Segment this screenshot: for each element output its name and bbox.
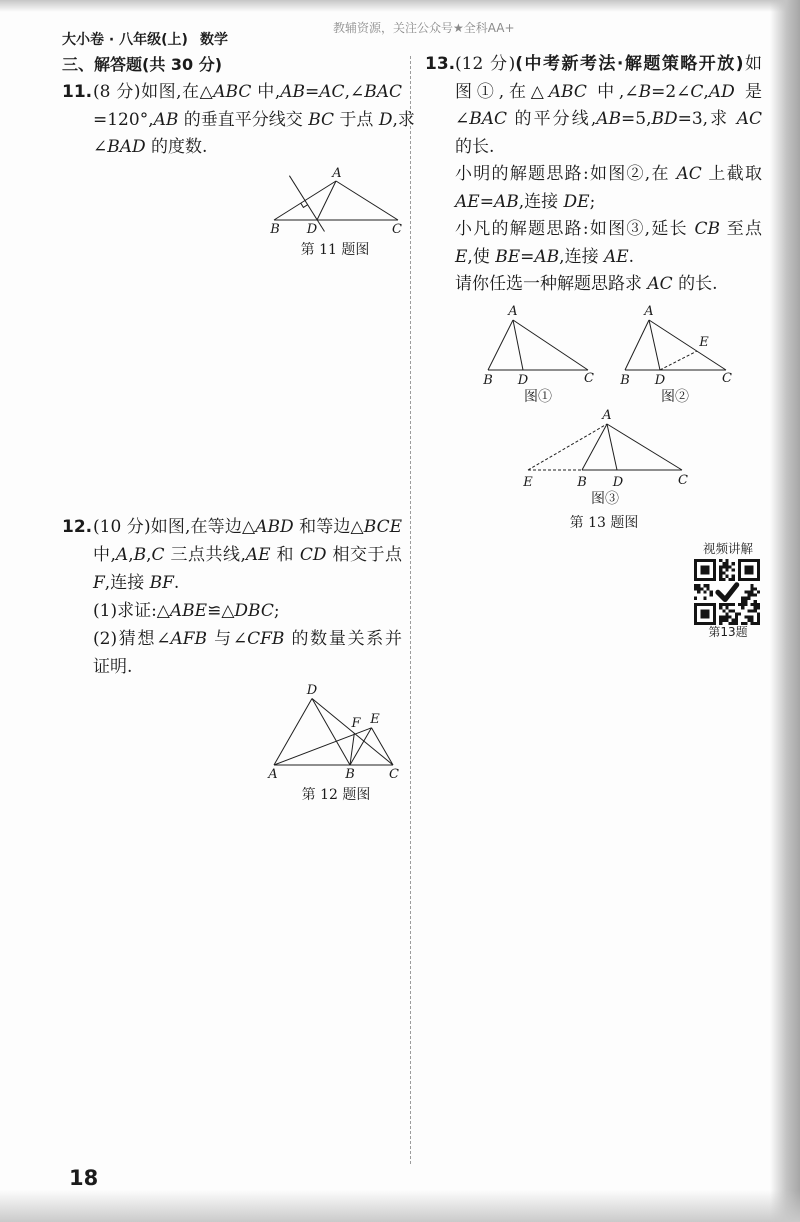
segment-be (350, 728, 372, 765)
question-line: 的长. (455, 136, 495, 157)
label-c: C (392, 222, 402, 237)
label-a: A (644, 304, 654, 319)
scan-shadow-top (0, 0, 800, 12)
label-c: C (722, 371, 732, 386)
segment-ac (649, 320, 726, 370)
figure-caption: 第 12 题图 (301, 787, 371, 803)
label-d: D (612, 475, 624, 490)
segment-ae (274, 728, 372, 765)
question-line: F,连接 BF. (93, 573, 180, 593)
label-a: A (508, 304, 518, 319)
label-c: C (389, 767, 399, 782)
question-line: (1)求证:△ABE≌△DBC; (93, 601, 280, 621)
question-score: (12 分) (455, 54, 516, 74)
figure-caption: 第 11 题图 (300, 242, 370, 258)
figure-caption: 图① (524, 389, 552, 405)
label-c: C (678, 473, 688, 488)
segment-bf (350, 733, 354, 765)
question-line: E,使 BE=AB,连接 AE. (455, 246, 635, 267)
label-b: B (483, 373, 493, 388)
figure-caption: 图② (661, 389, 689, 405)
question-text (93, 79, 415, 162)
question-number: 13. (425, 54, 456, 74)
question-line: =120°,AB 的垂直平分线交 BC 于点 D,求 (93, 109, 415, 130)
figure-13-2 (619, 304, 732, 388)
label-d: D (654, 373, 666, 388)
figure-caption: 图③ (591, 491, 619, 507)
question-line: 请你任选一种解题思路求 AC 的长. (455, 274, 718, 294)
question-line: 中,A,B,C 三点共线,AE 和 CD 相交于点 (93, 545, 403, 565)
segment-dc (312, 699, 393, 766)
page-number: 18 (69, 1166, 99, 1190)
figure-11 (262, 160, 405, 240)
question-line: AE=AB,连接 DE; (455, 191, 596, 212)
qr-finder-top-left (694, 559, 716, 581)
column-divider (410, 56, 411, 1164)
question-line-tail: 如 (743, 54, 762, 74)
question-number: 12. (62, 517, 93, 537)
label-b: B (345, 767, 355, 782)
section-title: 三、解答题(共 30 分) (62, 55, 223, 74)
question-line: ∠BAC 的平分线,AB=5,BD=3,求 AC (455, 109, 763, 129)
question-line: (10 分)如图,在等边△ABD 和等边△BCE (93, 517, 403, 537)
label-a: A (602, 408, 612, 423)
label-e: E (523, 475, 533, 490)
question-number: 11. (62, 82, 93, 102)
question-line: 图①,在△ABC 中,∠B=2∠C,AD 是 (455, 81, 763, 102)
segment-ad (649, 320, 660, 370)
question-text (455, 51, 762, 299)
segment-ab (625, 320, 649, 370)
qr-code (694, 559, 760, 625)
question-tag: (中考新考法·解题策略开放) (515, 54, 744, 74)
label-d: D (517, 373, 529, 388)
figure-13 (470, 300, 745, 492)
segment-db (312, 699, 350, 766)
segment-ec (372, 728, 394, 765)
label-a: A (268, 767, 278, 782)
question-text (93, 513, 402, 681)
segment-ad (513, 320, 523, 370)
segment-ab (488, 320, 513, 370)
label-d: D (306, 222, 318, 237)
question-line (455, 51, 762, 79)
segment-ac (607, 424, 682, 470)
label-b: B (620, 373, 630, 388)
segment-de-dashed (660, 351, 697, 370)
label-c: C (584, 371, 594, 386)
figure-caption: 第 13 题图 (569, 515, 639, 531)
segment-ea-dashed (528, 424, 607, 470)
figure-13-3 (522, 408, 688, 490)
label-a: A (332, 166, 342, 181)
label-e: E (699, 335, 709, 350)
qr-finder-bottom-left (694, 603, 716, 625)
qr-finder-top-right (738, 559, 760, 581)
question-line: 证明. (93, 657, 133, 677)
label-d: D (306, 683, 318, 698)
book-title: 大小卷 · 八年级(上) (62, 32, 188, 48)
video-question-ref: 第13题 (708, 625, 748, 639)
subject-label: 数学 (200, 32, 228, 48)
question-line: ∠BAD 的度数. (93, 137, 208, 157)
label-f: F (351, 716, 361, 731)
segment-ad (607, 424, 617, 470)
question-line: (8 分)如图,在△ABC 中,AB=AC,∠BAC (93, 82, 402, 102)
segment-ac (513, 320, 588, 370)
question-line: 小凡的解题思路:如图③,延长 CB 至点 (455, 219, 762, 239)
video-lecture-label: 视频讲解 (702, 541, 753, 556)
label-b: B (270, 222, 280, 237)
segment-ac (336, 181, 398, 220)
scan-shadow-right (770, 0, 800, 1222)
label-e: E (370, 712, 380, 727)
question-line: (2)猜想∠AFB 与∠CFB 的数量关系并 (93, 629, 402, 649)
figure-12 (262, 680, 405, 785)
question-line: 小明的解题思路:如图②,在 AC 上截取 (455, 164, 762, 184)
label-b: B (577, 475, 587, 490)
segment-ad (274, 699, 312, 766)
figure-13-1 (482, 304, 594, 388)
scan-shadow-bottom (0, 1190, 800, 1222)
watermark: 教辅资源，关注公众号★全科AA+ (333, 21, 515, 35)
